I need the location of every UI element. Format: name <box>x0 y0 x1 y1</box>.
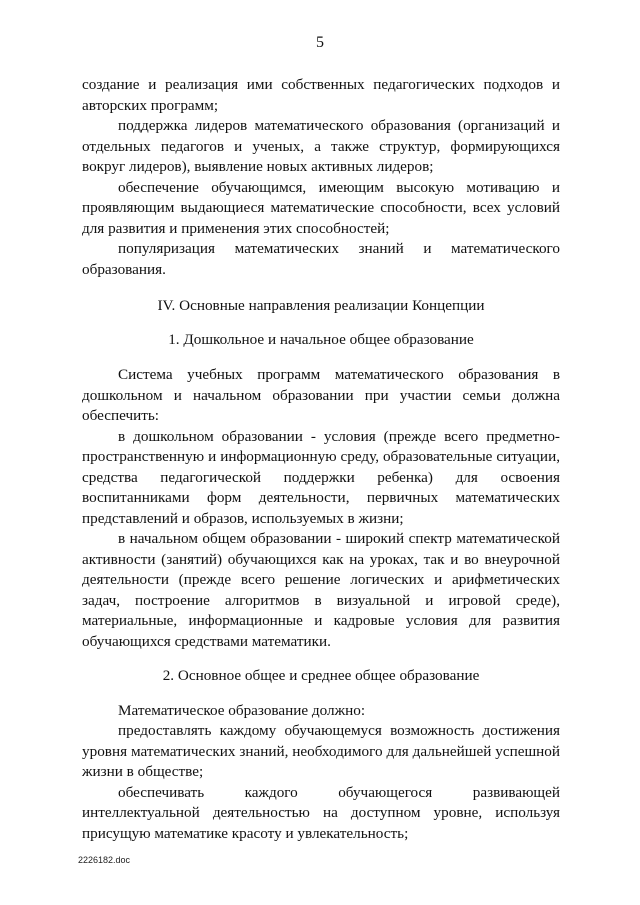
paragraph: обеспечение обучающимся, имеющим высокую мотивацию и проявляющим выдающиеся математические способности, всех условий для развития и применения этих способностей; <box>82 178 560 237</box>
paragraph: предоставлять каждому обучающемуся возможность достижения уровня математических знаний, необходимого для дальнейшей успешной жизни в обществе; <box>82 722 560 780</box>
page-number: 5 <box>316 34 324 51</box>
paragraph: Система учебных программ математического образования в дошкольном и начальном образовании при участии семьи должна обеспечить: <box>82 366 560 424</box>
paragraph: Математическое образование должно: <box>118 701 366 719</box>
paragraph: в начальном общем образовании - широкий спектр математической активности (занятий) обучающихся как на уроках, так и во внеурочной деятельности (прежде всего решение логических и арифметических задач, построение алгоритмов в визуальной и игровой среде), материальные, информационные и кадровые условия для развития обучающихся средствами математики. <box>82 530 560 650</box>
document-body <box>82 75 560 844</box>
paragraph: популяризация математических знаний и математического образования. <box>82 240 560 278</box>
subsection-heading-2: 2. Основное общее и среднее общее образование <box>162 667 480 684</box>
paragraph: создание и реализация ими собственных педагогических подходов и авторских программ; <box>82 76 560 114</box>
section-heading: IV. Основные направления реализации Концепции <box>157 297 485 314</box>
document-file-code: 2226182.doc <box>78 855 131 865</box>
subsection-heading-1: 1. Дошкольное и начальное общее образование <box>168 330 474 348</box>
paragraph: в дошкольном образовании - условия (прежде всего предметно-пространственную и информационную среду, образовательные ситуации, средства педагогической поддержки ребенка) для освоения воспитанниками форм деятельности, первичных математических представлений и образов, используемых в жизни; <box>82 427 560 527</box>
paragraph: поддержка лидеров математического образования (организаций и отдельных педагогов и ученых, а также структур, формирующихся вокруг лидеров), выявление новых активных лидеров; <box>82 117 560 175</box>
paragraph: обеспечивать каждого обучающегося развивающей интеллектуальной деятельностью на доступном уровне, используя присущую математике красоту и увлекательность; <box>82 783 560 842</box>
